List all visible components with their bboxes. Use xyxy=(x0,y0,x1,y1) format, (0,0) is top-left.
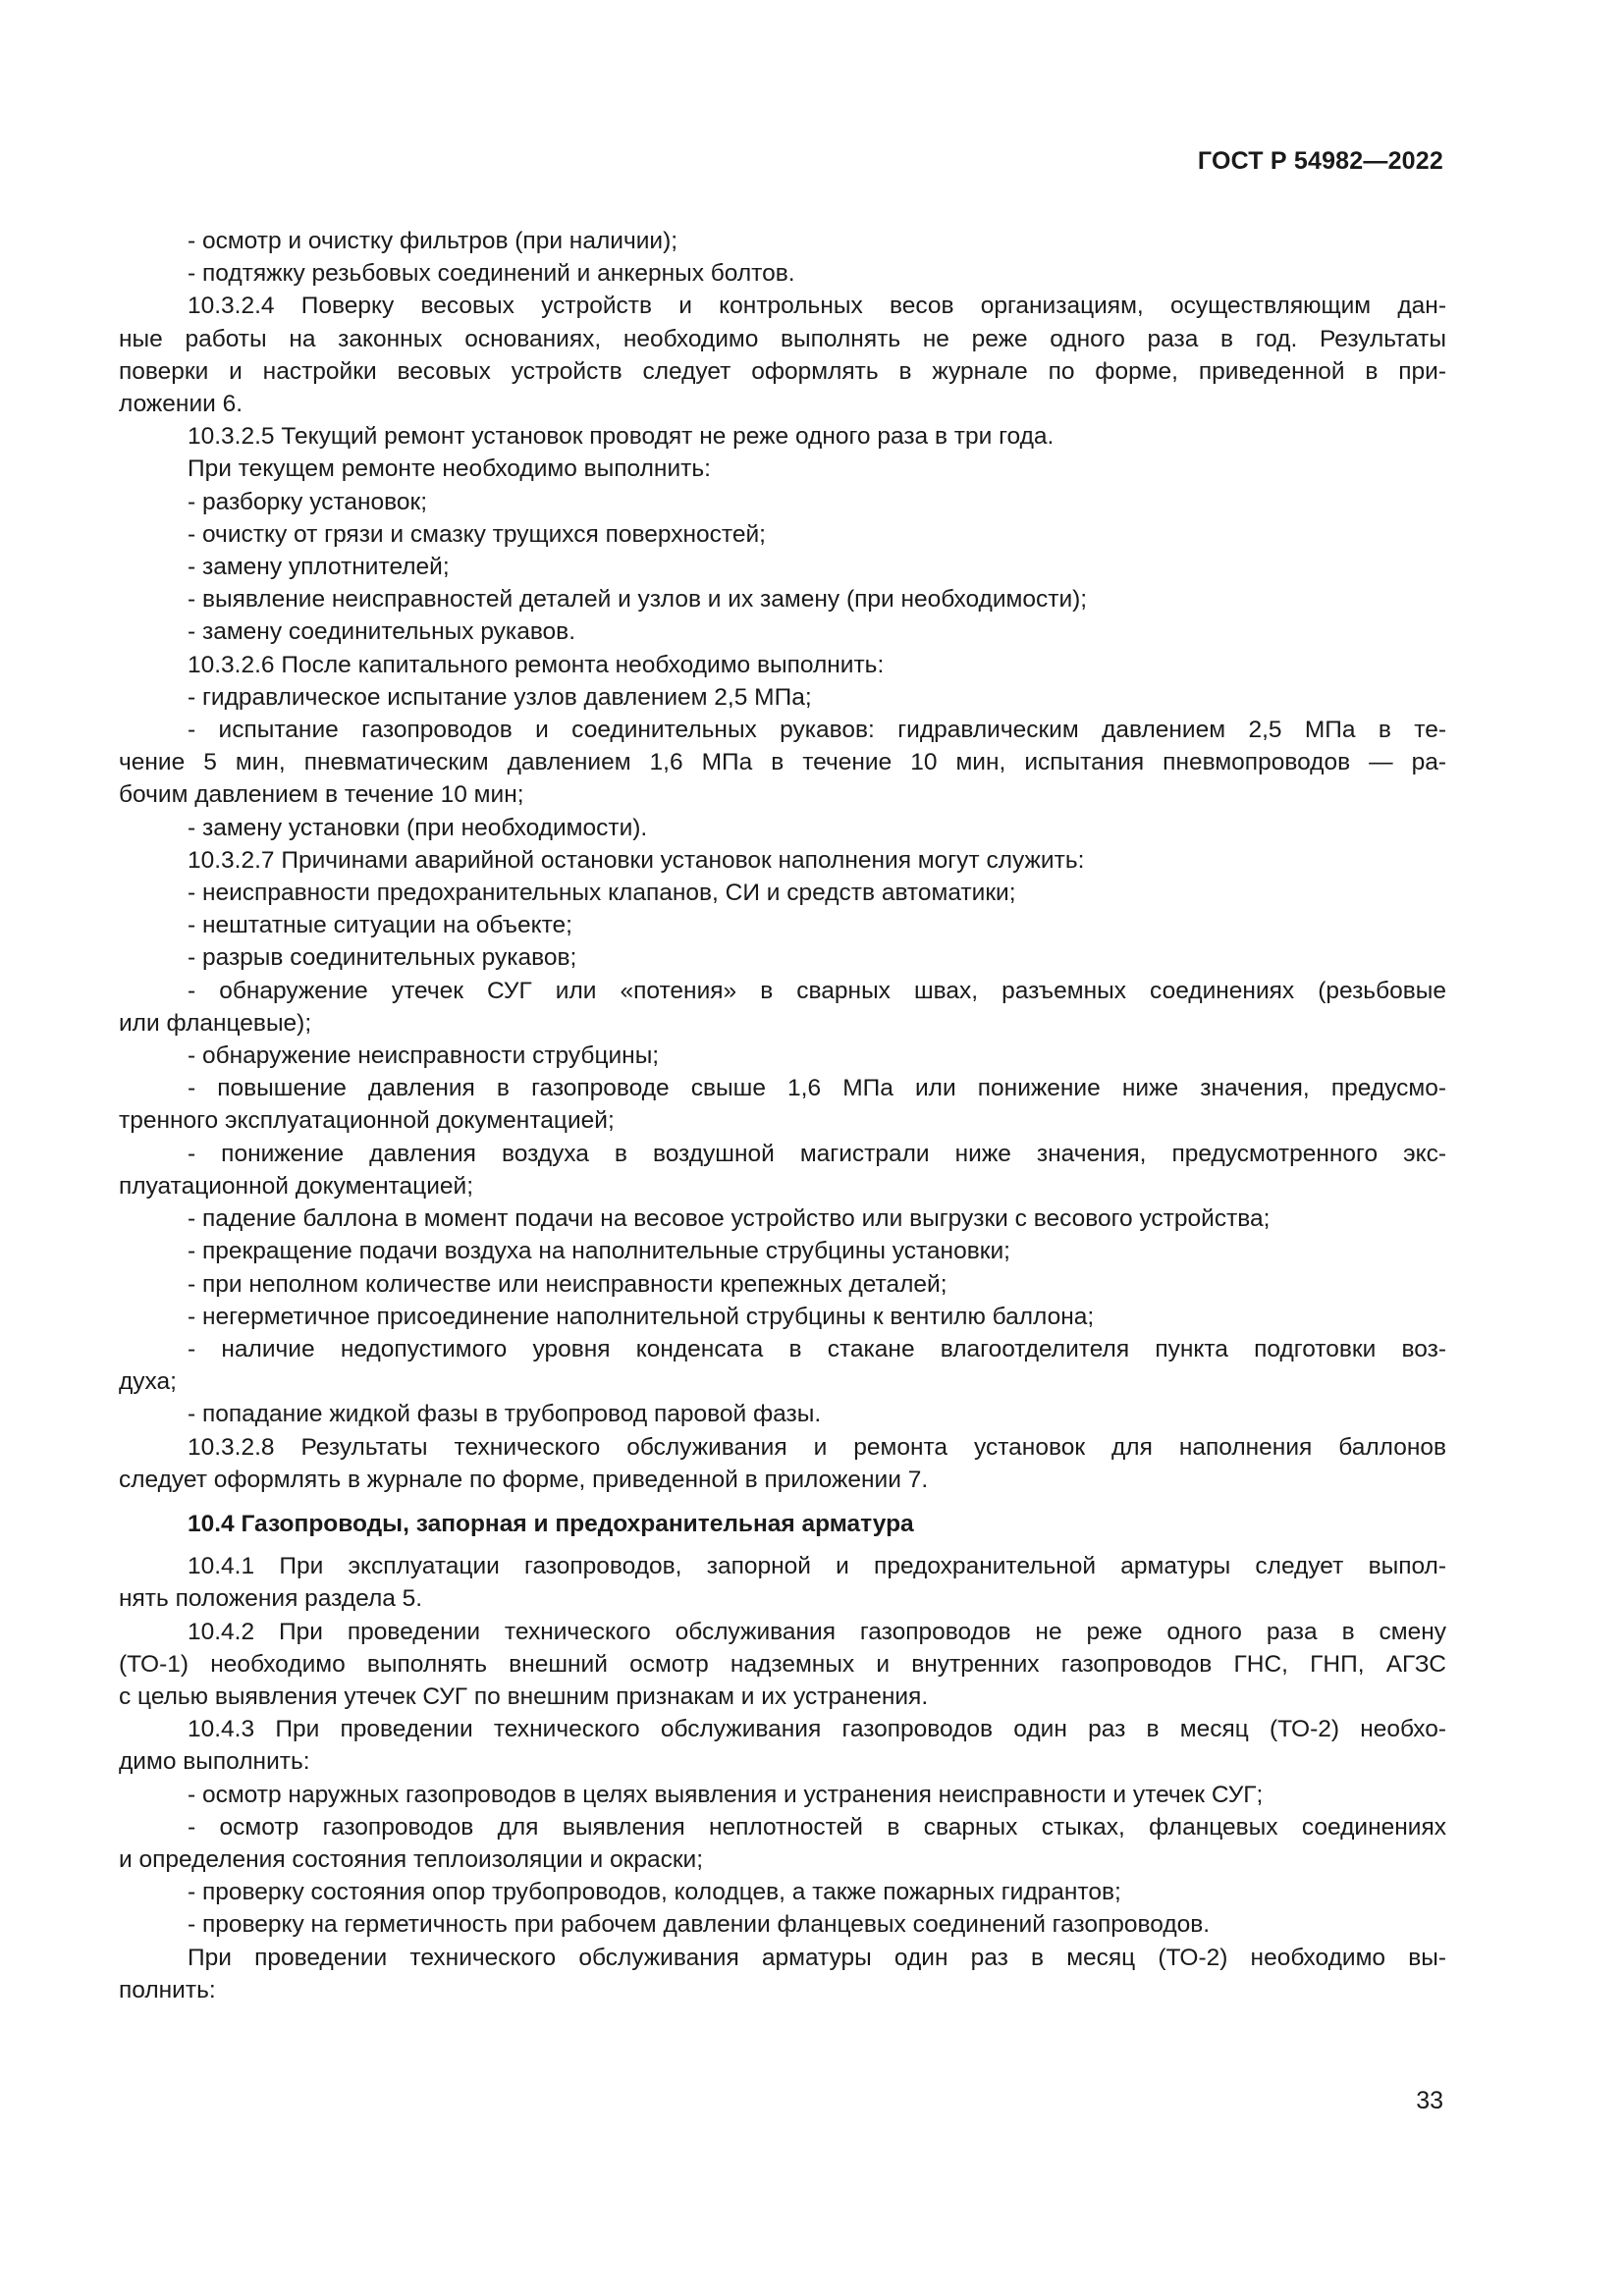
text-line: полнить: xyxy=(119,1976,216,2003)
text-line: - наличие недопустимого уровня конденсата в стакане влагоотделителя пункта подготовки воз- xyxy=(188,1335,1446,1362)
section-heading: 10.4 Газопроводы, запорная и предохранительная арматура xyxy=(188,1510,914,1537)
text-line: - нештатные ситуации на объекте; xyxy=(188,912,572,939)
text-line: 10.3.2.4 Поверку весовых устройств и контрольных весов организациям, осуществляющим дан- xyxy=(188,293,1446,320)
text-line: - обнаружение утечек СУГ или «потения» в сварных швах, разъемных соединениях (резьбовые xyxy=(188,977,1446,1004)
text-line: 10.3.2.5 Текущий ремонт установок проводят не реже одного раза в три года. xyxy=(188,423,1055,451)
text-line: 10.4.1 При эксплуатации газопроводов, запорной и предохранительной арматуры следует выпол- xyxy=(188,1553,1446,1580)
text-line: - проверку на герметичность при рабочем давлении фланцевых соединений газопроводов. xyxy=(188,1911,1211,1939)
text-line: - разборку установок; xyxy=(188,488,428,515)
body-text xyxy=(119,225,1446,2006)
text-line: 10.3.2.6 После капитального ремонта необходимо выполнить: xyxy=(188,651,885,678)
text-line: 10.3.2.7 Причинами аварийной остановки установок наполнения могут служить: xyxy=(188,846,1085,874)
text-line: - гидравлическое испытание узлов давлением 2,5 МПа; xyxy=(188,683,812,711)
text-line: ложении 6. xyxy=(119,391,244,418)
text-line: нять положения раздела 5. xyxy=(119,1585,423,1613)
page-number: 33 xyxy=(1416,2087,1443,2114)
text-line: - понижение давления воздуха в воздушной магистрали ниже значения, предусмотренного экс- xyxy=(188,1140,1446,1167)
text-line: поверки и настройки весовых устройств следует оформлять в журнале по форме, приведенной в при- xyxy=(119,357,1446,385)
text-line: - подтяжку резьбовых соединений и анкерных болтов. xyxy=(188,260,795,288)
text-line: - повышение давления в газопроводе свыше 1,6 МПа или понижение ниже значения, предусмо- xyxy=(188,1075,1446,1102)
standard-code-header: ГОСТ Р 54982—2022 xyxy=(1197,147,1443,175)
text-line: - замену установки (при необходимости). xyxy=(188,814,648,841)
text-line: духа; xyxy=(119,1368,177,1396)
text-line: - замену соединительных рукавов. xyxy=(188,618,576,646)
text-line: - обнаружение неисправности струбцины; xyxy=(188,1042,660,1070)
text-line: При проведении технического обслуживания арматуры один раз в месяц (ТО-2) необходимо вы- xyxy=(188,1944,1446,1971)
text-line: - негерметичное присоединение наполнительной струбцины к вентилю баллона; xyxy=(188,1303,1095,1330)
text-line: тренного эксплуатационной документацией; xyxy=(119,1107,615,1135)
text-line: - осмотр наружных газопроводов в целях выявления и устранения неисправности и утечек СУГ; xyxy=(188,1781,1264,1808)
text-line: - неисправности предохранительных клапанов, СИ и средств автоматики; xyxy=(188,880,1016,907)
text-line: - попадание жидкой фазы в трубопровод паровой фазы. xyxy=(188,1401,822,1428)
text-line: - разрыв соединительных рукавов; xyxy=(188,944,577,972)
text-line: и определения состояния теплоизоляции и окраски; xyxy=(119,1845,704,1873)
text-line: - падение баллона в момент подачи на весовое устройство или выгрузки с весового устройства; xyxy=(188,1205,1271,1233)
text-line: - испытание газопроводов и соединительных рукавов: гидравлическим давлением 2,5 МПа в те- xyxy=(188,717,1446,744)
text-line: или фланцевые); xyxy=(119,1009,312,1037)
text-line: - прекращение подачи воздуха на наполнительные струбцины установки; xyxy=(188,1238,1010,1265)
text-line: 10.3.2.8 Результаты технического обслуживания и ремонта установок для наполнения баллонов xyxy=(188,1433,1446,1461)
text-line: - осмотр и очистку фильтров (при наличии); xyxy=(188,228,678,254)
text-line: плуатационной документацией; xyxy=(119,1172,474,1200)
text-line: следует оформлять в журнале по форме, приведенной в приложении 7. xyxy=(119,1466,929,1493)
text-line: чение 5 мин, пневматическим давлением 1,6 МПа в течение 10 мин, испытания пневмопроводов — ра- xyxy=(119,749,1446,776)
text-line: (ТО-1) необходимо выполнять внешний осмотр надземных и внутренних газопроводов ГНС, ГНП, АГЗС xyxy=(119,1650,1446,1678)
text-line: димо выполнить: xyxy=(119,1748,310,1776)
text-line: При текущем ремонте необходимо выполнить: xyxy=(188,455,711,483)
text-line: - проверку состояния опор трубопроводов, колодцев, а также пожарных гидрантов; xyxy=(188,1879,1121,1906)
text-line: 10.4.3 При проведении технического обслуживания газопроводов один раз в месяц (ТО-2) необхо- xyxy=(188,1716,1446,1743)
text-line: бочим давлением в течение 10 мин; xyxy=(119,781,524,809)
text-line: - замену уплотнителей; xyxy=(188,554,450,581)
text-line: ные работы на законных основаниях, необходимо выполнять не реже одного раза в год. Результаты xyxy=(119,325,1446,352)
text-line: - очистку от грязи и смазку трущихся поверхностей; xyxy=(188,520,766,548)
text-line: 10.4.2 При проведении технического обслуживания газопроводов не реже одного раза в смену xyxy=(188,1618,1446,1645)
text-line: - при неполном количестве или неисправности крепежных деталей; xyxy=(188,1270,947,1298)
text-line: с целью выявления утечек СУГ по внешним признакам и их устранения. xyxy=(119,1682,929,1710)
text-line: - осмотр газопроводов для выявления неплотностей в сварных стыках, фланцевых соединениях xyxy=(188,1813,1446,1841)
text-line: - выявление неисправностей деталей и узлов и их замену (при необходимости); xyxy=(188,586,1088,614)
